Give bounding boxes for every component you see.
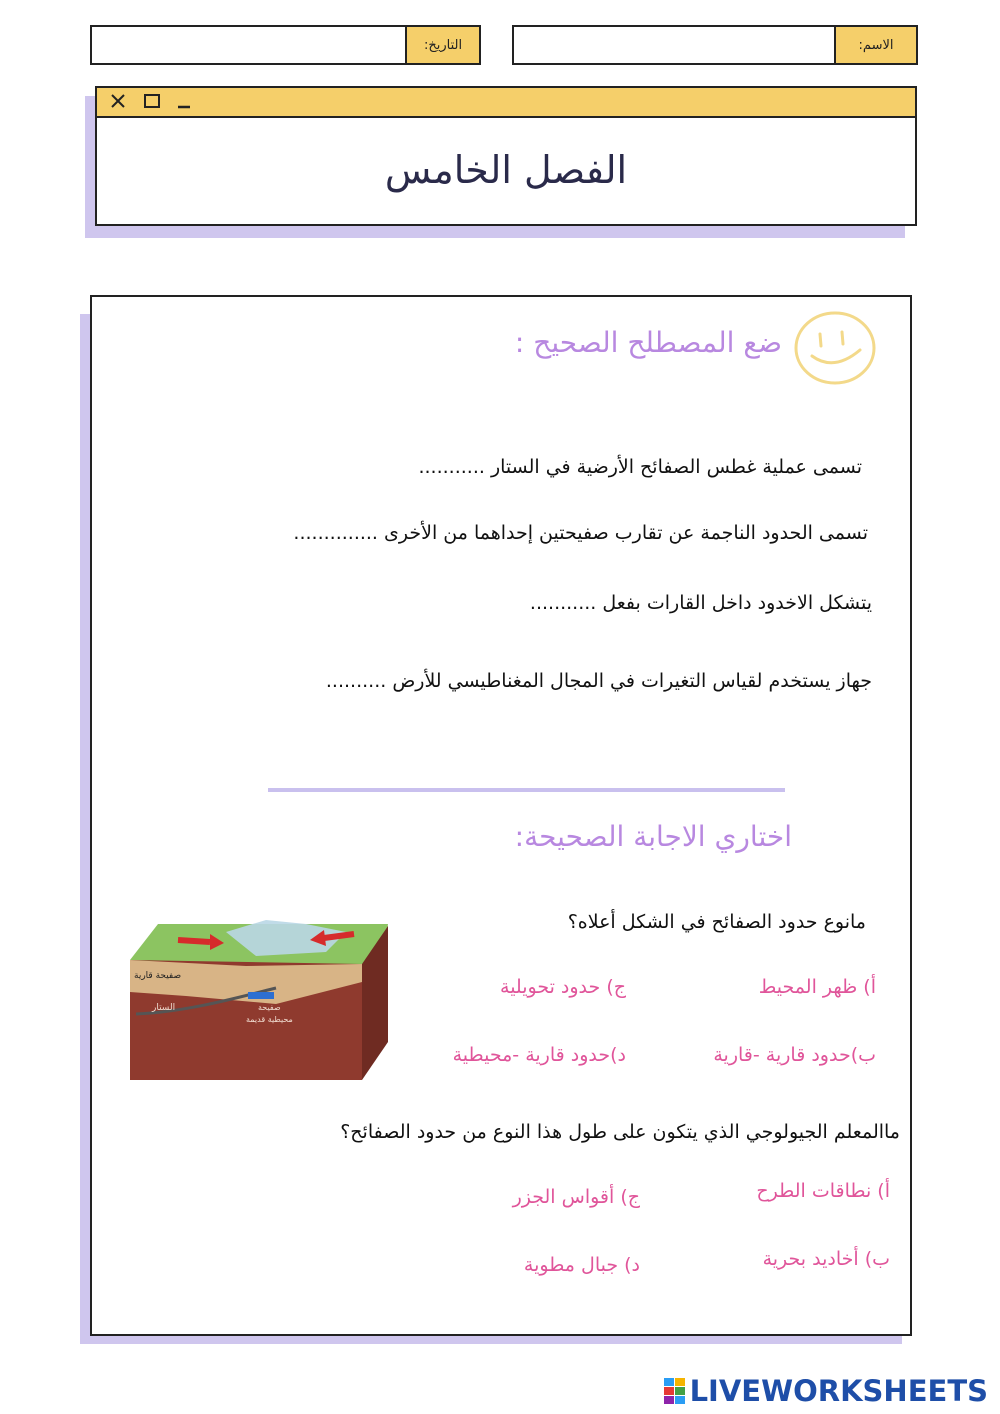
q1-option-a[interactable]: أ) ظهر المحيط bbox=[758, 976, 876, 998]
figure-label-oceanic: صفيحة bbox=[258, 1003, 281, 1012]
q2-option-d[interactable]: د) جبال مطوية bbox=[523, 1254, 640, 1276]
title-window-bar bbox=[97, 88, 915, 118]
plate-boundary-figure bbox=[126, 912, 392, 1084]
figure-label-continental: صفيحة قارية bbox=[134, 971, 182, 981]
q2-option-a[interactable]: أ) نطاقات الطرح bbox=[756, 1180, 890, 1202]
figure-label-oceanic-2: محيطية قديمة bbox=[246, 1015, 293, 1024]
date-input[interactable] bbox=[92, 27, 405, 63]
liveworksheets-icon bbox=[664, 1378, 686, 1404]
section1-title: ضع المصطلح الصحيح : bbox=[514, 326, 782, 359]
mc-question-1: مانوع حدود الصفائح في الشكل أعلاه؟ bbox=[567, 911, 866, 933]
minimize-icon[interactable] bbox=[173, 91, 195, 111]
date-label: التاريخ: bbox=[405, 27, 479, 63]
liveworksheets-logo bbox=[664, 1374, 988, 1408]
fill-question-2: تسمى الحدود الناجمة عن تقارب صفيحتين إحداهما من الأخرى .............. bbox=[293, 522, 868, 544]
title-window bbox=[95, 86, 917, 226]
fill-question-3: يتشكل الاخدود داخل القارات بفعل ........... bbox=[529, 592, 872, 614]
fill-question-1: تسمى عملية غطس الصفائح الأرضية في الستار ........... bbox=[418, 456, 862, 478]
close-icon[interactable] bbox=[107, 91, 129, 111]
section2-title: اختاري الاجابة الصحيحة: bbox=[514, 820, 792, 853]
brand-text: LIVEWORKSHEETS bbox=[689, 1374, 988, 1408]
date-field bbox=[90, 25, 481, 65]
q1-option-d[interactable]: د)حدود قارية -محيطية bbox=[452, 1044, 626, 1066]
fill-question-4: جهاز يستخدم لقياس التغيرات في المجال المغناطيسي للأرض .......... bbox=[325, 670, 872, 692]
maximize-icon[interactable] bbox=[141, 91, 163, 111]
name-field bbox=[512, 25, 918, 65]
section-divider bbox=[268, 788, 785, 792]
q2-option-c[interactable]: ج) أقواس الجزر bbox=[512, 1186, 640, 1208]
q2-option-b[interactable]: ب) أخاديد بحرية bbox=[762, 1248, 890, 1270]
q1-option-b[interactable]: ب)حدود قارية -قارية bbox=[713, 1044, 876, 1066]
name-input[interactable] bbox=[514, 27, 834, 63]
q1-option-c[interactable]: ج) حدود تحويلية bbox=[500, 976, 626, 998]
chapter-title: الفصل الخامس bbox=[384, 148, 628, 192]
mc-question-2: ماالمعلم الجيولوجي الذي يتكون على طول هذا النوع من حدود الصفائح؟ bbox=[340, 1121, 900, 1143]
smiley-icon bbox=[790, 306, 880, 386]
figure-label-mantle: الستار bbox=[152, 1003, 176, 1013]
name-label: الاسم: bbox=[834, 27, 916, 63]
